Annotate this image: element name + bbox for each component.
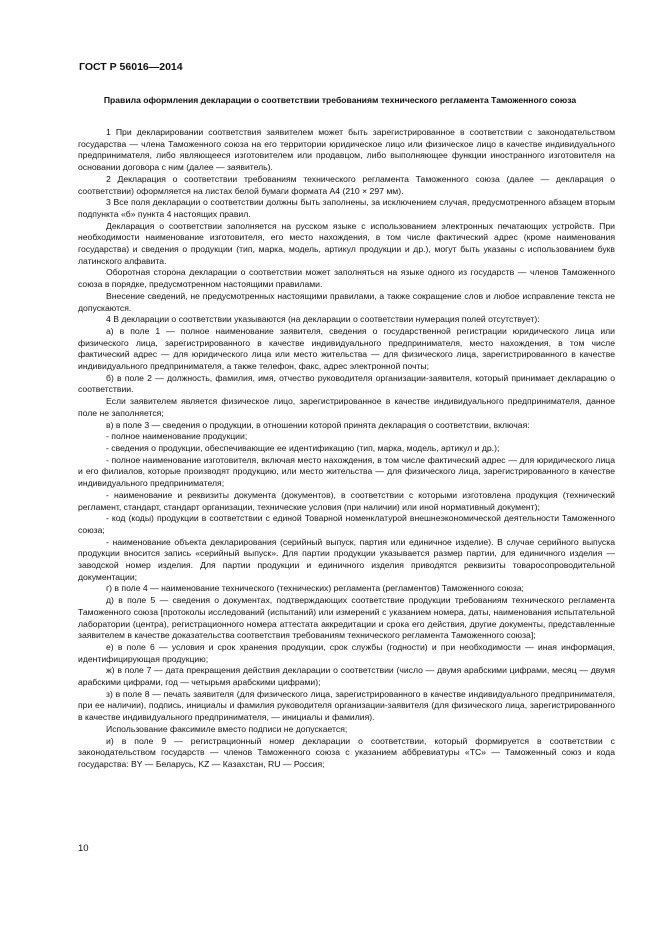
paragraph: - сведения о продукции, обеспечивающие ее идентификацию (тип, марка, модель, артикул и др.); bbox=[106, 442, 500, 453]
paragraph: а) в поле 1 — полное наименование заявителя, сведения о государственной регистрации юридического лица или физического лица, зарегистрированного в качестве индивидуального предпринимателя, место нахождения, в том числе фактический адрес — для юридического лица или место жительства — для физического лица, зарегистрированного в качестве индивидуального предпринимателя, а также телефон, факс, адрес электронной почты; bbox=[78, 325, 615, 372]
paragraph: д) в поле 5 — сведения о документах, подтверждающих соответствие продукции требованиям технического регламента Таможенного союза [протоколы исследований (испытаний) или измерений с указанием номера, даты, наименования испытательной лаборатории (центра), регистрационного номера аттестата аккредитации и срока его действия, другие документы, представленные заявителем в качестве доказательства соответствия требованиям технического регламента Таможенного союза]; bbox=[78, 595, 615, 641]
paragraph: Декларация о соответствии заполняется на русском языке с использованием электронных печатающих устройств. При необходимости наименование изготовителя, его место нахождения, в том числе фактический адрес (кроме наименования государства) и сведения о продукции (тип, марка, модель, артикул продукции и др.), могут быть указаны с использованием букв латинского алфавита. bbox=[78, 220, 615, 266]
paragraph: Использование факсимиле вместо подписи не допускается; bbox=[106, 723, 348, 734]
standard-designation: ГОСТ Р 56016—2014 bbox=[79, 61, 183, 73]
section-title: Правила оформления декларации о соответствии требованиям технического регламента Таможенного союза bbox=[103, 95, 577, 105]
body-text bbox=[78, 127, 615, 771]
paragraph: 1 При декларировании соответствия заявителем может быть зарегистрированное в соответствии с законодательством государства — члена Таможенного союза на его территории юридическое лицо или физическое лицо в качестве индивидуального предпринимателя, либо являющееся изготовителем или продавцом, либо выполняющее функции иностранного изготовителя на основании договора с ним (далее — заявитель). bbox=[78, 127, 615, 173]
paragraph: г) в поле 4 — наименование технического (технических) регламента (регламентов) Таможенного союза; bbox=[106, 583, 524, 594]
paragraph: е) в поле 6 — условия и срок хранения продукции, срок службы (годности) и при необходимости — иная информация, идентифицирующая продукцию; bbox=[78, 641, 615, 664]
paragraph: з) в поле 8 — печать заявителя (для физического лица, зарегистрированного в качестве индивидуального предпринимателя, при ее наличии), подпись, инициалы и фамилия руководителя организации-заявителя (для физического лица, зарегистрированного в качестве индивидуального предпринимателя, — инициалы и фамилия). bbox=[78, 688, 615, 723]
paragraph: Внесение сведений, не предусмотренных настоящими правилами, а также сокращение слов и любое исправление текста не допускаются. bbox=[78, 290, 615, 313]
paragraph: ж) в поле 7 — дата прекращения действия декларации о соответствии (число — двумя арабскими цифрами, месяц — двумя арабскими цифрами, год — четырьмя арабскими цифрами); bbox=[78, 665, 615, 688]
paragraph: 2 Декларация о соответствии требованиям технического регламента Таможенного союза (далее — декларация о соответствии) оформляется на листах белой бумаги формата А4 (210 × 297 мм). bbox=[78, 173, 615, 196]
paragraph: - полное наименование продукции; bbox=[106, 431, 248, 442]
paragraph: 4 В декларации о соответствии указываются (на декларации о соответствии нумерация полей отсутствует): bbox=[106, 314, 540, 325]
paragraph: и) в поле 9 — регистрационный номер декларации о соответствии, который формируется в соответствии с законодательством государств — членов Таможенного союза с указанием аббревиатуры «ТС» — Таможенный союз и кода государства: BY — Беларусь, KZ — Казахстан, RU — Россия; bbox=[78, 735, 615, 769]
paragraph: Если заявителем является физическое лицо, зарегистрированное в качестве индивидуального предпринимателя, данное поле не заполняется; bbox=[78, 396, 615, 418]
paragraph: - полное наименование изготовителя, включая место нахождения, в том числе фактический адрес — для юридического лица и его филиалов, которые производят продукцию, или место жительства — для физического лица, зарегистрированного в качестве индивидуального предпринимателя; bbox=[78, 454, 615, 489]
paragraph: 3 Все поля декларации о соответствии должны быть заполнены, за исключением случая, предусмотренного абзацем вторым подпункта «б» пункта 4 настоящих правил. bbox=[78, 197, 615, 219]
paragraph: Оборотная сторона декларации о соответствии может заполняться на языке одного из государств — членов Таможенного союза в порядке, предусмотренном настоящими правилами. bbox=[78, 267, 615, 290]
paragraph: - код (коды) продукции в соответствии с единой Товарной номенклатурой внешнеэкономической деятельности Таможенного союза; bbox=[78, 513, 615, 535]
page-number: 10 bbox=[78, 843, 89, 854]
paragraph: - наименование объекта декларирования (серийный выпуск, партия или единичное изделие). В случае серийного выпуска продукции вносится запись «серийный выпуск». Для партии продукции указывается размер партии, для единичного изделия — заводской номер изделия. Для партии продукции и единичного изделия приводятся реквизиты товаросопроводительной документации; bbox=[78, 536, 615, 582]
paragraph: - наименование и реквизиты документа (документов), в соответствии с которыми изготовлена продукция (технический регламент, стандарт, стандарт организации, технические условия (при наличии) или иной нормативный документ); bbox=[78, 489, 615, 512]
paragraph: б) в поле 2 — должность, фамилия, имя, отчество руководителя организации-заявителя, который принимает декларацию о соответствии. bbox=[78, 372, 615, 395]
paragraph: в) в поле 3 — сведения о продукции, в отношении которой принята декларация о соответствии, включая: bbox=[106, 419, 530, 430]
